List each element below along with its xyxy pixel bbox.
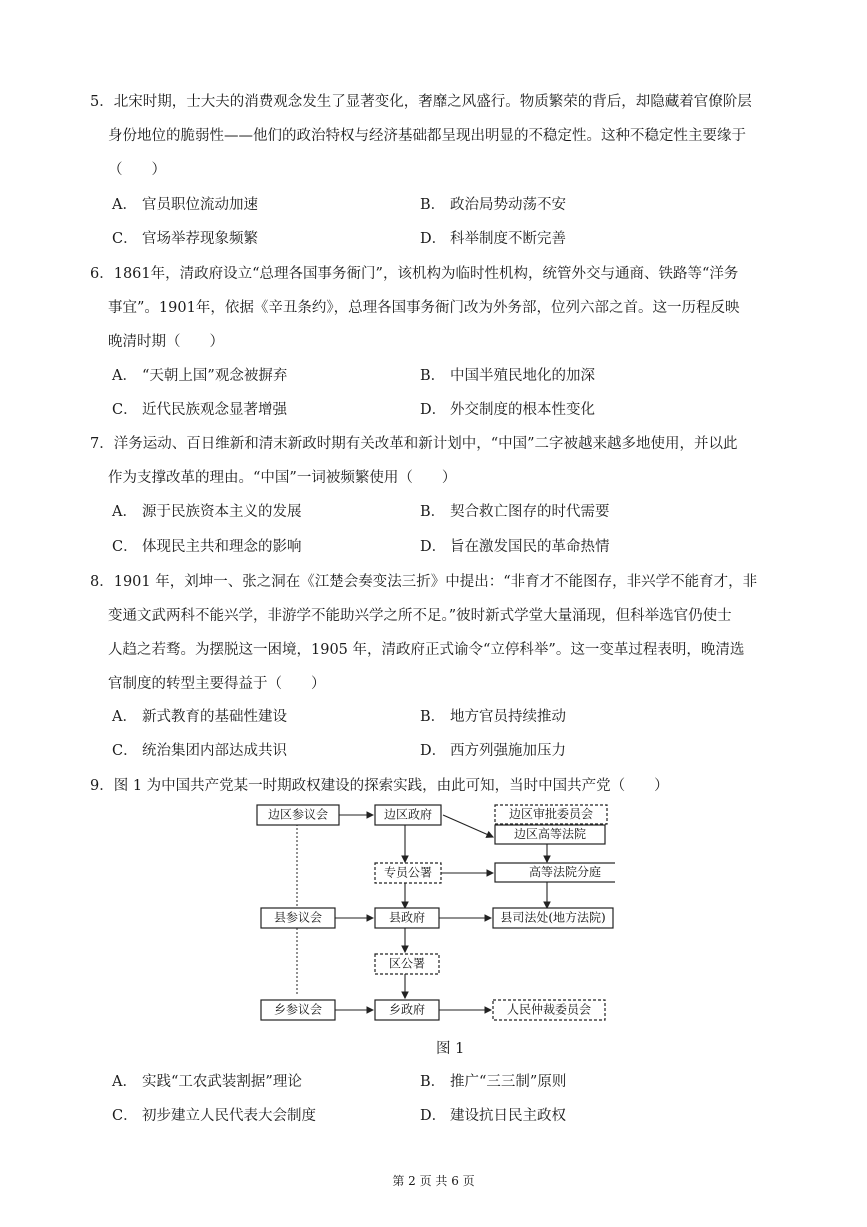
svg-text:边区审批委员会: 边区审批委员会 (508, 807, 594, 821)
q6-line-3: 晚清时期（ ） (108, 334, 224, 350)
svg-text:边区参议会: 边区参议会 (267, 807, 329, 822)
box-district-office (375, 954, 439, 974)
box-county-gov (375, 908, 439, 928)
svg-text:县参议会: 县参议会 (273, 910, 323, 925)
svg-text:专员公署: 专员公署 (383, 865, 433, 880)
svg-text:高等法院分庭: 高等法院分庭 (528, 865, 602, 879)
svg-text:边区政府: 边区政府 (383, 807, 433, 822)
svg-text:县司法处(地方法院): 县司法处(地方法院) (500, 910, 606, 925)
q8-line-2: 变通文武两科不能兴学，非游学不能助兴学之所不足。”彼时新式学堂大量涌现，但科举选官仍使士 (108, 608, 732, 624)
org-diagram (255, 800, 615, 1026)
q5-option-b: B． 政治局势动荡不安 (420, 197, 566, 213)
q7-option-c: C． 体现民主共和理念的影响 (112, 539, 302, 555)
q5-option-c: C． 官场举荐现象频繁 (112, 231, 258, 247)
figure-caption: 图 1 (436, 1041, 465, 1057)
svg-text:边区高等法院: 边区高等法院 (513, 827, 587, 841)
box-border-review (495, 805, 607, 824)
q5-line-3: （ ） (108, 162, 166, 178)
q7-option-d: D． 旨在激发国民的革命热情 (420, 539, 610, 555)
box-border-council (257, 805, 339, 825)
svg-text:乡政府: 乡政府 (388, 1002, 426, 1017)
q6-line-2: 事宜”。1901年，依据《辛丑条约》，总理各国事务衙门改为外务部，位列六部之首。这一历程反映 (108, 300, 740, 316)
q8-option-b: B． 地方官员持续推动 (420, 709, 566, 725)
q9-line-1: 9．图 1 为中国共产党某一时期政权建设的探索实践，由此可知，当时中国共产党（ ） (90, 778, 669, 794)
box-prefect-office (375, 863, 441, 883)
q7-option-b: B． 契合救亡图存的时代需要 (420, 504, 610, 520)
svg-text:乡参议会: 乡参议会 (273, 1002, 323, 1017)
q6-option-c: C． 近代民族观念显著增强 (112, 402, 287, 418)
q5-line-2: 身份地位的脆弱性——他们的政治特权与经济基础都呈现出明显的不稳定性。这种不稳定性主要缘于 (108, 128, 746, 144)
box-border-court (495, 825, 605, 844)
box-town-gov (375, 1000, 439, 1020)
page-footer: 第 2 页 共 6 页 (392, 1174, 475, 1188)
box-county-council (261, 908, 335, 928)
q8-line-1: 8．1901 年，刘坤一、张之洞在《江楚会奏变法三折》中提出：“非育才不能图存，非兴学不能育才，非 (90, 574, 758, 590)
q6-line-1: 6．1861年，清政府设立“总理各国事务衙门”，该机构为临时性机构，统管外交与通商、铁路等“洋务 (90, 266, 739, 282)
svg-text:区公署: 区公署 (388, 956, 426, 971)
q5-option-d: D． 科举制度不断完善 (420, 231, 566, 247)
q9-option-b: B． 推广“三三制”原则 (420, 1074, 567, 1090)
q9-option-a: A． 实践“工农武装割据”理论 (112, 1074, 302, 1090)
q7-line-1: 7．洋务运动、百日维新和清末新政时期有关改革和新计划中，“中国”二字被越来越多地使用，并以此 (90, 436, 738, 452)
q6-option-b: B． 中国半殖民地化的加深 (420, 368, 595, 384)
svg-text:县政府: 县政府 (388, 910, 426, 925)
svg-text:人民仲裁委员会: 人民仲裁委员会 (506, 1002, 592, 1017)
q8-option-d: D． 西方列强施加压力 (420, 743, 566, 759)
q6-option-d: D． 外交制度的根本性变化 (420, 402, 595, 418)
q8-option-c: C． 统治集团内部达成共识 (112, 743, 287, 759)
q6-option-a: A． “天朝上国”观念被摒弃 (112, 368, 288, 384)
box-county-justice (493, 908, 613, 928)
q9-option-c: C． 初步建立人民代表大会制度 (112, 1108, 316, 1124)
q8-line-3: 人趋之若骛。为摆脱这一困境，1905 年，清政府正式谕令“立停科举”。这一变革过程表明，晚清选 (108, 642, 745, 658)
q8-line-4: 官制度的转型主要得益于（ ） (108, 676, 326, 692)
box-arbitration (493, 1000, 605, 1020)
arrow-border-gov-court (443, 815, 493, 837)
box-court-branch (495, 863, 615, 882)
q9-option-d: D． 建设抗日民主政权 (420, 1108, 566, 1124)
q8-option-a: A． 新式教育的基础性建设 (112, 709, 287, 725)
box-town-council (261, 1000, 335, 1020)
q5-line-1: 5．北宋时期，士大夫的消费观念发生了显著变化，奢靡之风盛行。物质繁荣的背后，却隐藏着官僚阶层 (90, 94, 752, 110)
q7-line-2: 作为支撑改革的理由。“中国”一词被频繁使用（ ） (108, 470, 457, 486)
q7-option-a: A． 源于民族资本主义的发展 (112, 504, 302, 520)
q5-option-a: A． 官员职位流动加速 (112, 197, 258, 213)
box-border-gov (375, 805, 441, 825)
